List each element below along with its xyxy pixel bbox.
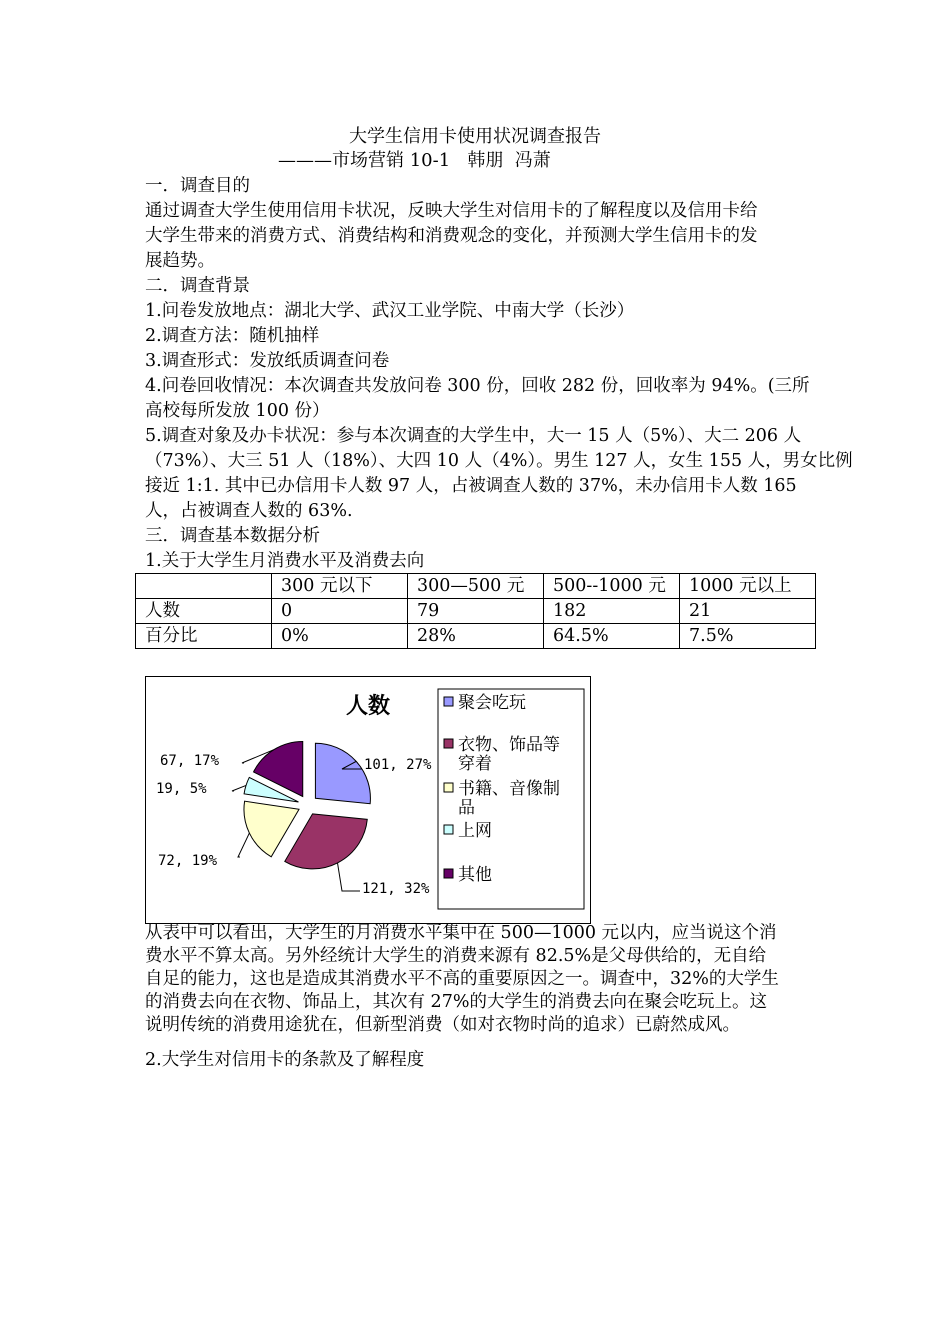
legend-label-cont: 品 — [458, 798, 475, 818]
legend-swatch — [444, 869, 453, 878]
pie-chart — [146, 677, 590, 923]
data-label: 67, 17% — [160, 753, 220, 769]
chart-legend — [438, 689, 584, 909]
legend-label-cont: 穿着 — [458, 754, 492, 774]
legend-swatch — [444, 825, 453, 834]
legend-swatch — [444, 739, 453, 748]
table-cell: 0 — [272, 599, 408, 624]
report-body — [145, 174, 853, 574]
analysis-paragraph — [145, 922, 810, 1037]
pie-slice — [244, 801, 299, 857]
paragraph-line: （73%）、大三 51 人（18%）、大四 10 人（4%）。男生 127 人，女生 155 人，男女比例 — [145, 451, 853, 471]
paragraph-line: 接近 1:1. 其中已办信用卡人数 97 人，占被调查人数的 37%，未办信用卡人数 165 — [145, 476, 797, 496]
table-header-cell — [136, 574, 272, 599]
table-cell: 7.5% — [680, 624, 816, 649]
table-cell: 21 — [680, 599, 816, 624]
paragraph-line: 展趋势。 — [145, 251, 215, 271]
legend-swatch — [444, 697, 453, 706]
table-header-cell: 300 元以下 — [272, 574, 408, 599]
legend-label: 衣物、饰品等 — [458, 735, 560, 755]
legend-swatch — [444, 783, 453, 792]
table-cell: 79 — [408, 599, 544, 624]
table-header-cell: 1000 元以上 — [680, 574, 816, 599]
data-label: 121, 32% — [362, 881, 430, 897]
paragraph-line: 说明传统的消费用途犹在，但新型消费（如对衣物时尚的追求）已蔚然成风。 — [145, 1015, 740, 1035]
pie-slices — [244, 741, 370, 868]
table-cell: 182 — [544, 599, 680, 624]
section-2-heading: 2.大学生对信用卡的条款及了解程度 — [145, 1050, 425, 1070]
pie-slice — [285, 814, 367, 869]
subheading-consumption: 1.关于大学生月消费水平及消费去向 — [145, 551, 425, 571]
paragraph-line: 自足的能力，这也是造成其消费水平不高的重要原因之一。调查中，32%的大学生 — [145, 969, 779, 989]
paragraph-line: 5.调查对象及办卡状况：参与本次调查的大学生中，大一 15 人（5%）、大二 206 人 — [145, 426, 802, 446]
table-header-row — [136, 574, 816, 599]
paragraph-line: 费水平不算太高。另外经统计大学生的消费来源有 82.5%是父母供给的，无自给 — [145, 946, 767, 966]
table-cell: 64.5% — [544, 624, 680, 649]
leader-line — [338, 863, 360, 891]
chart-title: 人数 — [345, 694, 391, 719]
table-row — [136, 624, 816, 649]
legend-label: 上网 — [458, 821, 492, 841]
heading-analysis: 三．调查基本数据分析 — [145, 526, 320, 546]
paragraph-line: 2.调查方法：随机抽样 — [145, 326, 320, 346]
legend-label: 书籍、音像制 — [458, 779, 560, 799]
paragraph-line: 1.问卷发放地点：湖北大学、武汉工业学院、中南大学（长沙） — [145, 301, 635, 321]
consumption-table — [135, 573, 816, 649]
table-row — [136, 599, 816, 624]
leader-line — [238, 833, 249, 857]
paragraph-line: 高校每所发放 100 份） — [145, 401, 330, 421]
table-header-cell: 300—500 元 — [408, 574, 544, 599]
table-cell: 0% — [272, 624, 408, 649]
data-label: 19, 5% — [156, 781, 207, 797]
legend-label: 聚会吃玩 — [458, 693, 526, 713]
table-cell: 28% — [408, 624, 544, 649]
heading-background: 二．调查背景 — [145, 276, 250, 296]
paragraph-line: 4.问卷回收情况：本次调查共发放问卷 300 份，回收 282 份，回收率为 94%。(三所 — [145, 376, 810, 396]
legend-label: 其他 — [458, 865, 492, 885]
data-label: 72, 19% — [158, 853, 218, 869]
table-cell: 人数 — [136, 599, 272, 624]
paragraph-line: 大学生带来的消费方式、消费结构和消费观念的变化，并预测大学生信用卡的发 — [145, 226, 758, 246]
table-cell: 百分比 — [136, 624, 272, 649]
paragraph-line: 人，占被调查人数的 63%. — [145, 501, 353, 521]
leader-line — [232, 785, 246, 791]
report-subtitle: ———市场营销 10-1 韩朋 冯萧 — [278, 150, 551, 171]
heading-purpose: 一．调查目的 — [145, 176, 250, 196]
report-title: 大学生信用卡使用状况调查报告 — [349, 126, 601, 147]
pie-slice — [315, 743, 370, 803]
paragraph-line: 的消费去向在衣物、饰品上，其次有 27%的大学生的消费去向在聚会吃玩上。这 — [145, 992, 767, 1012]
paragraph-line: 3.调查形式：发放纸质调查问卷 — [145, 351, 390, 371]
pie-chart-frame — [145, 676, 591, 924]
data-label: 101, 27% — [364, 757, 432, 773]
paragraph-line: 从表中可以看出，大学生的月消费水平集中在 500—1000 元以内，应当说这个消 — [145, 923, 777, 943]
paragraph-line: 通过调查大学生使用信用卡状况，反映大学生对信用卡的了解程度以及信用卡给 — [145, 201, 758, 221]
table-header-cell: 500--1000 元 — [544, 574, 680, 599]
